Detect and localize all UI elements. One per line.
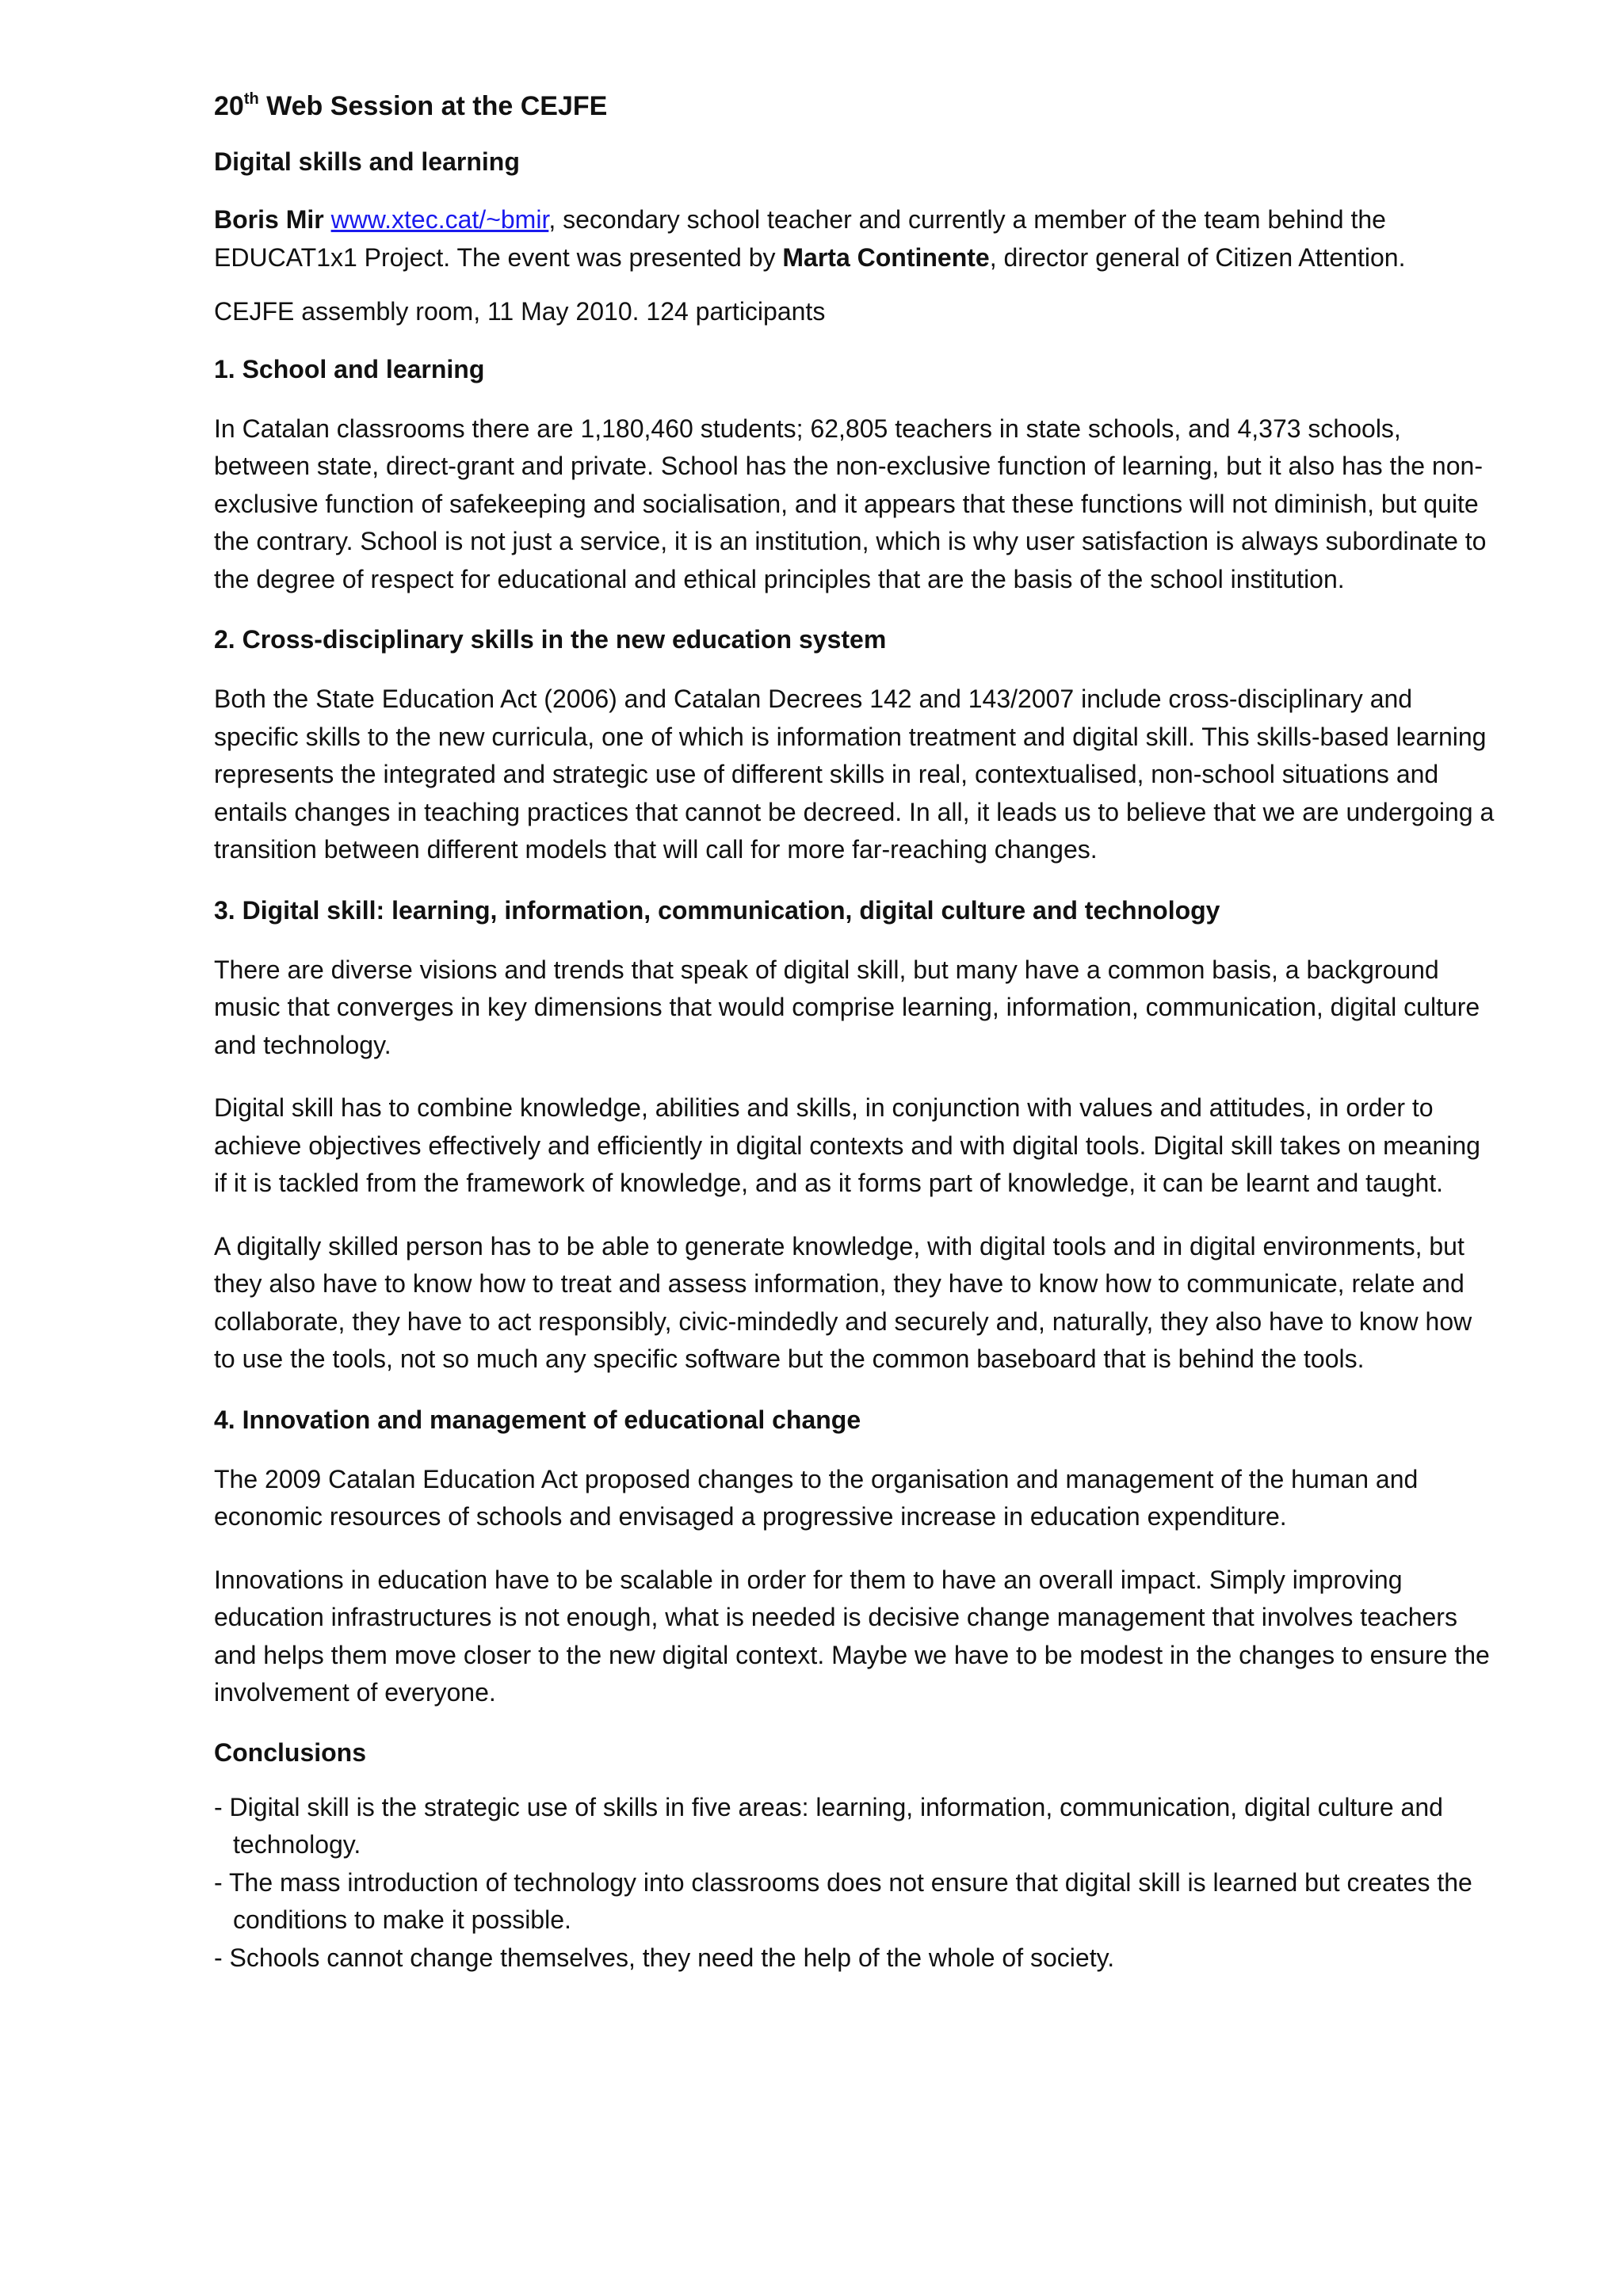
document-title [214, 89, 1498, 124]
title-text: Web Session at the CEJFE [258, 91, 608, 121]
section-paragraph: In Catalan classrooms there are 1,180,460 students; 62,805 teachers in state schools, and 4,373 schools, between state, direct-grant and private. School has the non-exclusive function of learning, but it also has the non-exclusive function of safekeeping and socialisation, and it appears that these functions will not diminish, but quite the contrary. School is not just a service, it is an institution, which is why user satisfaction is always subordinate to the degree of respect for educational and ethical principles that are the basis of the school institution. [214, 414, 1487, 593]
document-page [214, 89, 1498, 1977]
section-paragraph: A digitally skilled person has to be able to generate knowledge, with digital tools and in digital environments, but they also have to know how to treat and assess information, they have to know how to communicate, relate and collaborate, they have to act responsibly, civic-mindedly and securely and, naturally, they also have to know how to use the tools, not so much any specific software but the common baseboard that is behind the tools. [214, 1231, 1472, 1373]
presenter-description: , director general of Citizen Attention. [989, 242, 1406, 272]
conclusion-item: - The mass introduction of technology into classrooms does not ensure that digital skill is learned but creates the conditions to make it possible. [214, 1867, 1472, 1934]
section-paragraph: Both the State Education Act (2006) and Catalan Decrees 142 and 143/2007 include cross-disciplinary and specific skills to the new curricula, one of which is information treatment and digital skill. This skills-based learning represents the integrated and strategic use of different skills in real, contextualised, non-school situations and entails changes in teaching practices that cannot be decreed. In all, it leads us to believe that we are undergoing a transition between different models that will call for more far-reaching changes. [214, 685, 1495, 864]
section-paragraph: There are diverse visions and trends that speak of digital skill, but many have a common basis, a background music that converges in key dimensions that would comprise learning, information, communication, digital culture and technology. [214, 955, 1480, 1059]
speaker-website-link[interactable]: www.xtec.cat/~bmir [330, 205, 549, 234]
speaker-description: , secondary school teacher and currently a member of the team behind the EDUCAT1x1 Project. The event was presented by [214, 205, 1386, 272]
presenter-name: Marta Continente [782, 242, 990, 272]
section-paragraph: The 2009 Catalan Education Act proposed changes to the organisation and management of the human and economic resources of schools and envisaged a progressive increase in education expenditure. [214, 1464, 1419, 1531]
document-subtitle: Digital skills and learning [214, 147, 520, 176]
conclusions-list [214, 1789, 1498, 1978]
section-heading: 1. School and learning [214, 354, 485, 383]
speaker-name: Boris Mir [214, 205, 324, 234]
conclusion-item: - Schools cannot change themselves, they need the help of the whole of society. [214, 1943, 1115, 1972]
title-ordinal-suffix: th [243, 90, 259, 108]
section-paragraph: Digital skill has to combine knowledge, abilities and skills, in conjunction with values and attitudes, in order to achieve objectives effectively and efficiently in digital contexts and with digital tools. Digital skill takes on meaning if it is tackled from the framework of knowledge, and as it forms part of knowledge, it can be learnt and taught. [214, 1093, 1480, 1197]
conclusion-item: - Digital skill is the strategic use of skills in five areas: learning, information, communication, digital culture and technology. [214, 1792, 1443, 1859]
section-heading: 4. Innovation and management of educational change [214, 1405, 861, 1434]
section-paragraph: Innovations in education have to be scalable in order for them to have an overall impact. Simply improving education infrastructures is not enough, what is needed is decisive change management that involves teachers and helps them move closer to the new digital context. Maybe we have to be modest in the changes to ensure the involvement of everyone. [214, 1565, 1490, 1707]
section-heading: 2. Cross-disciplinary skills in the new education system [214, 625, 887, 654]
title-ordinal: 20 [214, 91, 244, 121]
speaker-paragraph [214, 201, 1498, 277]
venue-line: CEJFE assembly room, 11 May 2010. 124 participants [214, 297, 826, 326]
section-heading: 3. Digital skill: learning, information, communication, digital culture and technology [214, 895, 1220, 925]
conclusions-heading: Conclusions [214, 1737, 367, 1767]
